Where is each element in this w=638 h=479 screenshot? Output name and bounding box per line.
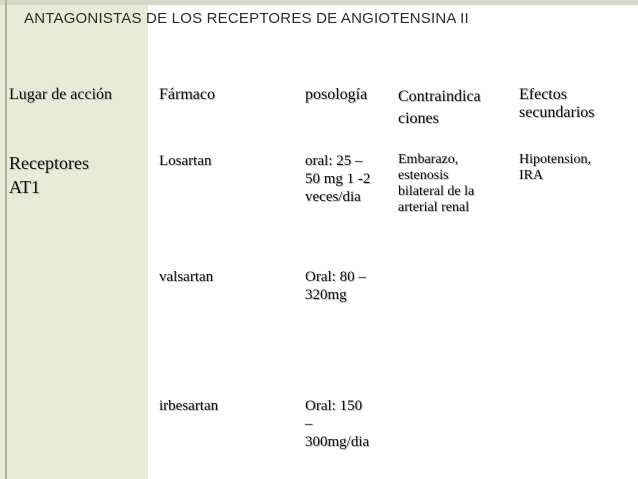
slide-title: ANTAGONISTAS DE LOS RECEPTORES DE ANGIOTENSINA II [24,10,469,27]
row-3-posologia [305,397,369,451]
row-2-farmaco: valsartan [159,269,214,285]
row-1-efectos-line-2: IRA [519,168,544,183]
header-contraindicaciones-line-2: ciones [398,110,439,127]
row-1-efectos [519,152,591,184]
row-1-posologia-line-2: 50 mg 1 -2 [305,171,371,187]
header-efectos-secundarios [519,86,595,122]
header-posologia: posología [305,86,368,103]
row-1-efectos-line-1: Hipotension, [519,152,591,167]
row-1-contra-line-2: estenosis [398,168,449,183]
top-strip [0,0,638,5]
row-2-posologia-line-2: 320mg [305,287,347,303]
row-1-contra-line-1: Embarazo, [398,152,459,167]
row-1-posologia-line-1: oral: 25 – [305,153,363,169]
header-lugar-de-accion: Lugar de acción [9,86,113,103]
lugar-value-line-1: Receptores [9,153,89,173]
row-2-posologia-line-1: Oral: 80 – [305,269,366,285]
left-divider-line [5,0,7,479]
lugar-value-line-2: AT1 [9,177,40,197]
header-efectos-line-1: Efectos [519,86,567,103]
header-contraindicaciones [398,86,481,130]
row-1-contra-line-4: arterial renal [398,200,470,215]
row-3-posologia-line-3: 300mg/dia [305,434,370,450]
header-farmaco: Fármaco [159,86,215,103]
row-2-posologia [305,268,366,304]
header-efectos-line-2: secundarios [519,104,595,121]
left-sidebar-band [0,0,148,479]
lugar-value [9,151,89,199]
header-contraindicaciones-line-1: Contraindica [398,88,481,105]
row-1-farmaco: Losartan [159,153,212,169]
row-3-farmaco: irbesartan [159,398,219,414]
row-3-posologia-line-1: Oral: 150 [305,398,363,414]
row-1-contraindicaciones [398,152,474,216]
row-3-posologia-line-2: – [305,416,313,432]
row-1-posologia [305,152,370,206]
row-1-contra-line-3: bilateral de la [398,184,475,199]
row-1-posologia-line-3: veces/dia [305,189,361,205]
